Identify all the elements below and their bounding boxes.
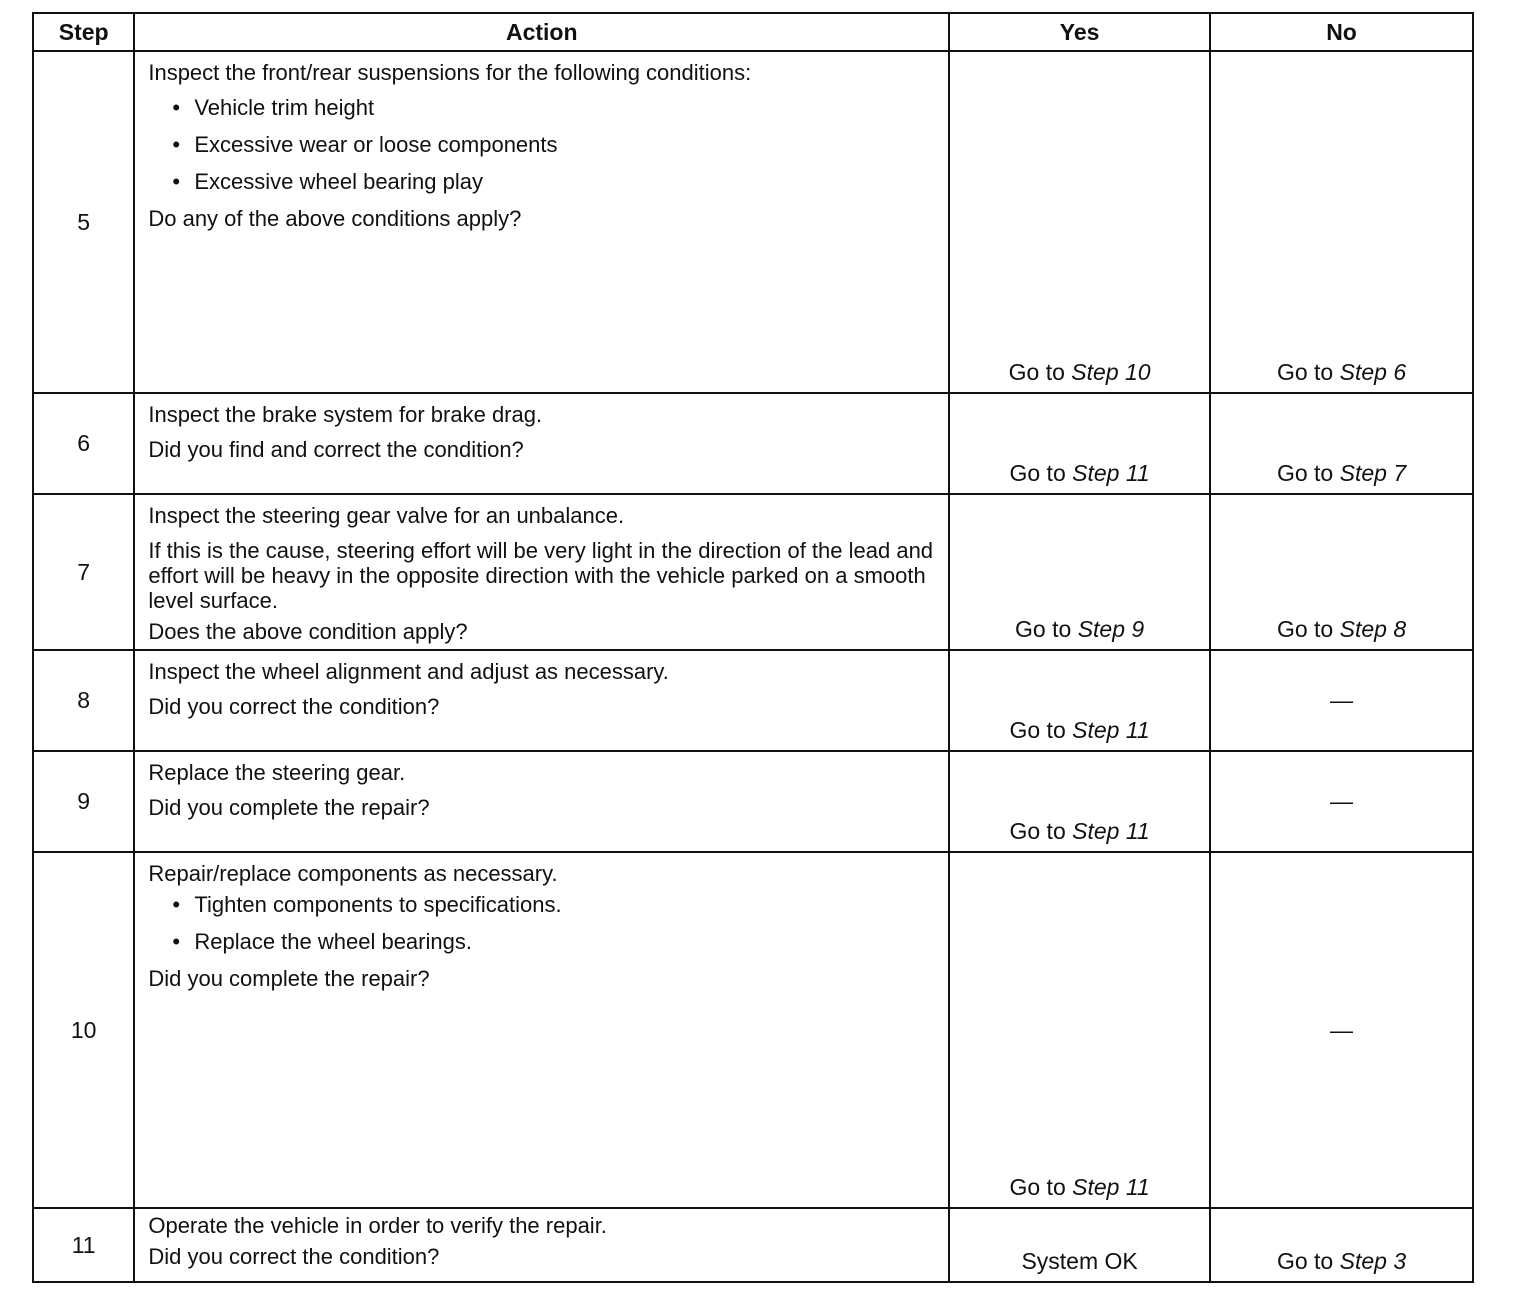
step-number: 10 [33, 852, 134, 1208]
action-cell [134, 51, 949, 393]
yes-cell [949, 751, 1210, 852]
yes-prefix: Go to [1009, 1174, 1066, 1200]
action-question: Did you find and correct the condition? [148, 437, 524, 462]
no-step-link[interactable]: Step 6 [1339, 359, 1407, 385]
no-prefix: Go to [1276, 616, 1334, 642]
no-cell [1210, 51, 1473, 393]
yes-prefix: Go to [1008, 359, 1065, 385]
yes-step-link[interactable]: Step 11 [1072, 818, 1150, 844]
yes-prefix: Go to [1009, 460, 1066, 486]
no-cell-dash: — [1210, 852, 1473, 1208]
list-item: • Vehicle trim height [172, 95, 936, 120]
table-row-step-10 [33, 852, 1473, 1208]
no-prefix: Go to [1276, 1248, 1334, 1274]
action-cell [134, 1208, 949, 1282]
list-item: • Tighten components to specifications. [172, 892, 936, 917]
no-cell [1210, 494, 1473, 650]
header-row [33, 13, 1473, 51]
action-detail: If this is the cause, steering effort will be very light in the direction of the lead and effort will be heavy in the opposite direction with the vehicle parked on a smooth level surface. [148, 538, 934, 613]
yes-prefix: Go to [1009, 818, 1066, 844]
condition-list [148, 95, 936, 194]
step-number: 6 [33, 393, 134, 494]
no-step-link[interactable]: Step 8 [1339, 616, 1407, 642]
action-question: Did you correct the condition? [148, 694, 440, 719]
action-question: Does the above condition apply? [148, 619, 468, 644]
yes-step-link[interactable]: Step 11 [1072, 460, 1150, 486]
action-intro: Inspect the steering gear valve for an unbalance. [148, 503, 625, 528]
action-cell [134, 494, 949, 650]
yes-step-link[interactable]: Step 11 [1072, 717, 1150, 743]
diagnostic-table [32, 12, 1474, 1283]
table-row-step-9 [33, 751, 1473, 852]
action-question: Did you complete the repair? [148, 795, 430, 820]
table-row-step-5 [33, 51, 1473, 393]
step-number: 8 [33, 650, 134, 751]
step-number: 7 [33, 494, 134, 650]
action-cell [134, 852, 949, 1208]
step-number: 11 [33, 1208, 134, 1282]
step-number: 9 [33, 751, 134, 852]
no-cell [1210, 1208, 1473, 1282]
yes-cell [949, 852, 1210, 1208]
yes-cell [949, 650, 1210, 751]
header-step: Step [33, 13, 134, 51]
table-row-step-11 [33, 1208, 1473, 1282]
action-question: Did you correct the condition? [148, 1244, 440, 1269]
action-cell [134, 751, 949, 852]
table-row-step-7 [33, 494, 1473, 650]
yes-step-link[interactable]: Step 9 [1077, 616, 1145, 642]
action-cell [134, 393, 949, 494]
no-cell-dash: — [1210, 650, 1473, 751]
table-row-step-6 [33, 393, 1473, 494]
action-intro: Replace the steering gear. [148, 760, 406, 785]
yes-cell [949, 494, 1210, 650]
list-item: • Replace the wheel bearings. [172, 929, 936, 954]
header-action: Action [134, 13, 949, 51]
repair-list [148, 892, 936, 954]
no-prefix: Go to [1276, 460, 1334, 486]
yes-step-link[interactable]: Step 10 [1071, 359, 1151, 385]
no-prefix: Go to [1276, 359, 1334, 385]
system-ok-text: System OK [1021, 1248, 1138, 1274]
list-item: • Excessive wheel bearing play [172, 169, 936, 194]
yes-step-link[interactable]: Step 11 [1072, 1174, 1150, 1200]
action-intro: Inspect the wheel alignment and adjust as necessary. [148, 659, 669, 684]
list-item: • Excessive wear or loose components [172, 132, 936, 157]
action-intro: Operate the vehicle in order to verify the repair. [148, 1213, 607, 1238]
no-cell-dash: — [1210, 751, 1473, 852]
action-question: Did you complete the repair? [148, 966, 430, 991]
yes-prefix: Go to [1009, 717, 1066, 743]
yes-cell [949, 51, 1210, 393]
no-step-link[interactable]: Step 7 [1339, 460, 1407, 486]
yes-prefix: Go to [1015, 616, 1072, 642]
action-question: Do any of the above conditions apply? [148, 206, 522, 231]
no-step-link[interactable]: Step 3 [1339, 1248, 1407, 1274]
action-intro: Repair/replace components as necessary. [148, 861, 558, 886]
yes-cell [949, 1208, 1210, 1282]
yes-cell [949, 393, 1210, 494]
header-yes: Yes [949, 13, 1210, 51]
header-no: No [1210, 13, 1473, 51]
no-cell [1210, 393, 1473, 494]
action-cell [134, 650, 949, 751]
action-intro: Inspect the front/rear suspensions for the following conditions: [148, 60, 752, 85]
action-intro: Inspect the brake system for brake drag. [148, 402, 543, 427]
table-row-step-8 [33, 650, 1473, 751]
step-number: 5 [33, 51, 134, 393]
